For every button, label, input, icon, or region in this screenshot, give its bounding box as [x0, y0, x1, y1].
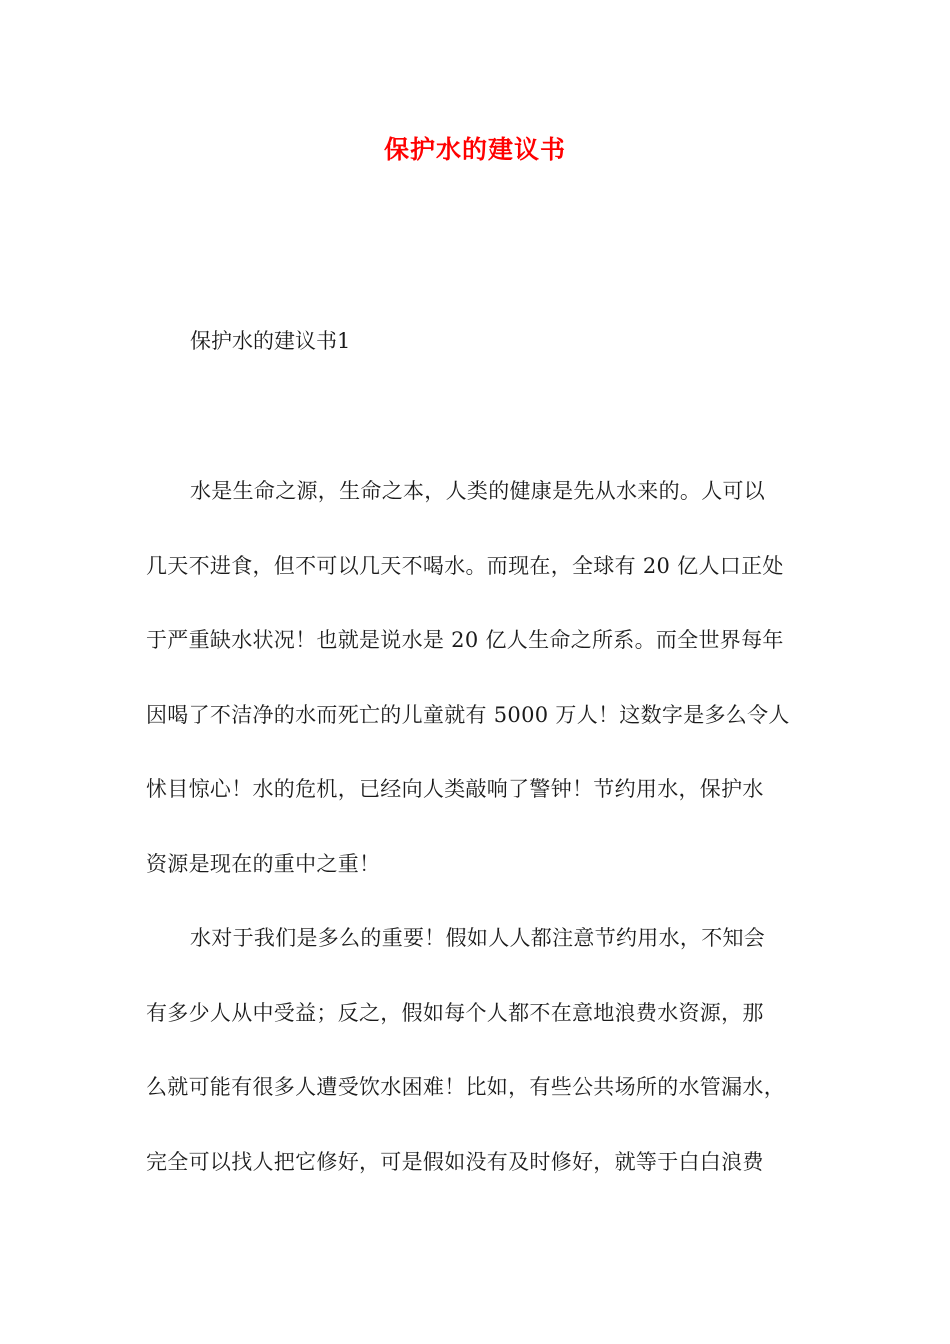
paragraph-line: 完全可以找人把它修好，可是假如没有及时修好，就等于白白浪费: [146, 1149, 764, 1174]
paragraph-line: 水是生命之源，生命之本，人类的健康是先从水来的。人可以: [190, 479, 766, 503]
paragraph-line: 资源是现在的重中之重！: [146, 851, 381, 876]
document-title: 保护水的建议书: [383, 135, 566, 164]
paragraph-line: 几天不进食，但不可以几天不喝水。而现在，全球有 20 亿人口正处: [146, 553, 784, 578]
paragraph-line: 有多少人从中受益；反之，假如每个人都不在意地浪费水资源，那: [146, 1000, 764, 1025]
paragraph-line: 因喝了不洁净的水而死亡的儿童就有 5000 万人！这数字是多么令人: [146, 702, 790, 727]
paragraph-line: 怵目惊心！水的危机，已经向人类敲响了警钟！节约用水，保护水: [146, 777, 764, 801]
paragraph-2: [146, 923, 818, 1221]
paragraph-line: 于严重缺水状况！也就是说水是 20 亿人生命之所系。而全世界每年: [146, 628, 784, 652]
paragraph-line: 水对于我们是多么的重要！假如人人都注意节约用水，不知会: [190, 926, 766, 950]
paragraph-line: 么就可能有很多人遭受饮水困难！比如，有些公共场所的水管漏水，: [146, 1075, 785, 1099]
paragraph-1: [146, 476, 818, 923]
section-heading: 保护水的建议书1: [190, 329, 351, 353]
